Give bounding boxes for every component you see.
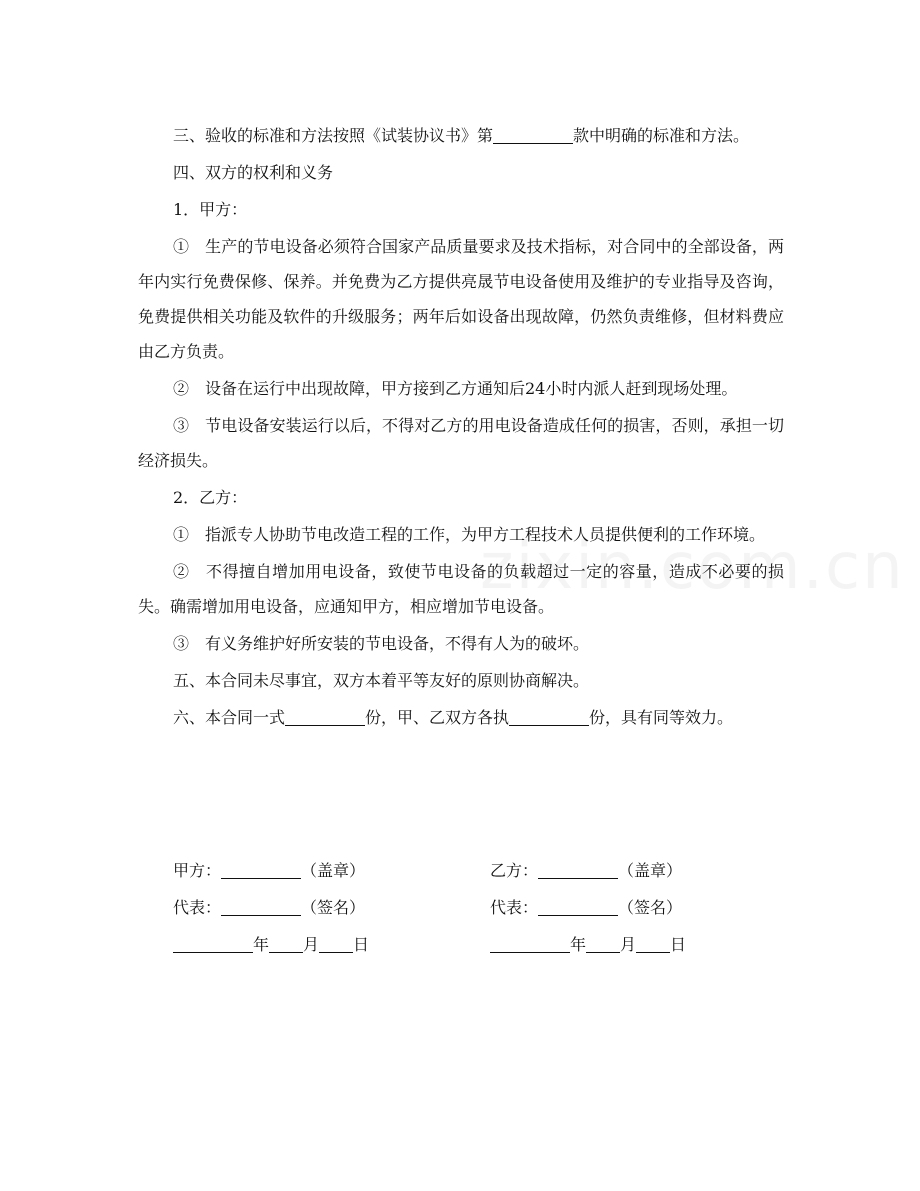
blank-clause-number (493, 123, 573, 144)
party-a-item-2: ② 设备在运行中出现故障，甲方接到乙方通知后24小时内派人赶到现场处理。 (173, 379, 738, 398)
party-a-date (138, 926, 455, 963)
party-b-label: 乙方： (490, 861, 539, 880)
month-blank-right (586, 932, 620, 953)
party-a-label: 甲方： (173, 861, 222, 880)
party-a-representative (138, 889, 455, 926)
party-b-seal-label: （盖章） (618, 861, 683, 880)
party-a-heading: 1．甲方： (173, 200, 248, 219)
year-label-right: 年 (570, 935, 587, 954)
month-label-right: 月 (620, 935, 637, 954)
clause-3-text-a: 三、验收的标准和方法按照《试装协议书》第 (173, 126, 494, 145)
rep-blank-left (221, 895, 301, 916)
party-a-item-3: ③ 节电设备安装运行以后，不得对乙方的用电设备造成任何的损害，否则，承担一切经济损失。 (138, 416, 784, 470)
day-label-right: 日 (670, 935, 687, 954)
month-blank-left (269, 932, 303, 953)
day-blank-left (319, 932, 353, 953)
party-a-blank (221, 858, 301, 879)
rep-sign-left: （签名） (301, 898, 366, 917)
party-b-item-3: ③ 有义务维护好所安装的节电设备，不得有人为的破坏。 (173, 634, 590, 653)
party-b-date (455, 926, 772, 963)
party-b-representative (455, 889, 772, 926)
year-label-left: 年 (253, 935, 270, 954)
party-a-seal-label: （盖章） (301, 861, 366, 880)
seal-row (138, 852, 784, 889)
clause-3 (138, 118, 784, 153)
party-b-heading: 2．乙方： (173, 488, 248, 507)
blank-copies-total (285, 705, 365, 726)
date-row (138, 926, 784, 963)
clause-3-text-b: 款中明确的标准和方法。 (573, 126, 750, 145)
clause-5: 五、本合同未尽事宜，双方本着平等友好的原则协商解决。 (173, 671, 590, 690)
clause-6 (138, 700, 784, 735)
party-b-seal (455, 852, 772, 889)
clause-6-text-a: 六、本合同一式 (173, 708, 286, 727)
rep-label-right: 代表： (490, 898, 539, 917)
rep-sign-right: （签名） (618, 898, 683, 917)
party-a-seal (138, 852, 455, 889)
clause-6-text-c: 份，具有同等效力。 (589, 708, 734, 727)
party-a-item-1: ① 生产的节电设备必须符合国家产品质量要求及技术指标，对合同中的全部设备，两年内实行免费保修、保养。并免费为乙方提供亮晟节电设备使用及维护的专业指导及咨询，免费提供相关功能及软件的升级服务；两年后如设备出现故障，仍然负责维修，但材料费应由乙方负责。 (138, 237, 784, 361)
signature-block (138, 852, 784, 963)
year-blank-right (490, 932, 570, 953)
clause-4-heading: 四、双方的权利和义务 (173, 163, 334, 182)
representative-row (138, 889, 784, 926)
year-blank-left (173, 932, 253, 953)
month-label-left: 月 (303, 935, 320, 954)
clause-6-text-b: 份，甲、乙双方各执 (365, 708, 510, 727)
rep-label-left: 代表： (173, 898, 222, 917)
rep-blank-right (538, 895, 618, 916)
day-label-left: 日 (353, 935, 370, 954)
blank-copies-each (509, 705, 589, 726)
party-b-item-2: ② 不得擅自增加用电设备，致使节电设备的负载超过一定的容量，造成不必要的损失。确需增加用电设备，应通知甲方，相应增加节电设备。 (138, 562, 784, 616)
party-b-blank (538, 858, 618, 879)
contract-body (138, 118, 784, 737)
party-b-item-1: ① 指派专人协助节电改造工程的工作，为甲方工程技术人员提供便利的工作环境。 (173, 525, 766, 544)
day-blank-right (636, 932, 670, 953)
